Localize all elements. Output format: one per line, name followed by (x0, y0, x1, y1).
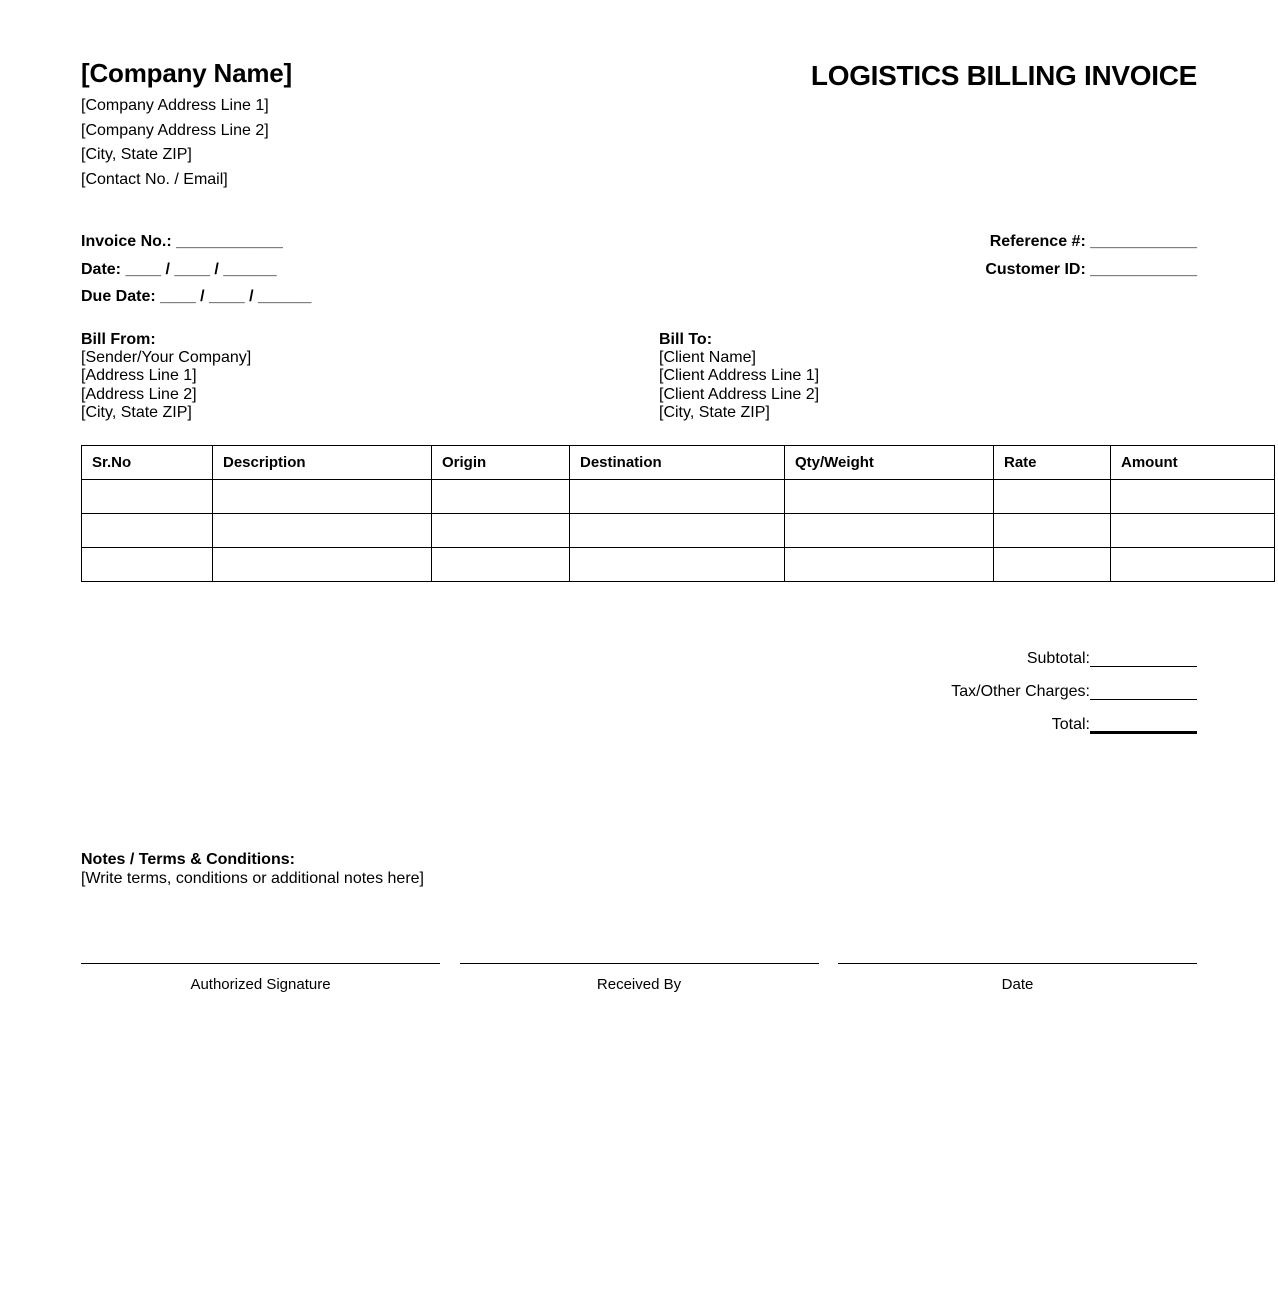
invoice-meta-left (81, 228, 311, 311)
table-row (82, 480, 1275, 514)
signature-received-by (460, 963, 819, 994)
customer-id-label: Customer ID: (985, 260, 1091, 278)
table-row (82, 514, 1275, 548)
totals-block (777, 640, 1197, 739)
cell-description[interactable] (213, 480, 432, 514)
cell-sr-no[interactable] (82, 548, 213, 582)
reference-row (985, 228, 1197, 256)
bill-to-line: [City, State ZIP] (659, 404, 770, 422)
column-header-rate: Rate (994, 446, 1111, 480)
line-items-table (81, 445, 1275, 582)
total-field[interactable] (1090, 731, 1197, 734)
bill-from-line: [City, State ZIP] (81, 404, 192, 422)
reference-field[interactable]: ____________ (1090, 233, 1197, 250)
cell-amount[interactable] (1111, 514, 1275, 548)
invoice-date-row (81, 256, 311, 284)
cell-destination[interactable] (570, 514, 785, 548)
customer-id-row (985, 256, 1197, 284)
column-header-qty-weight: Qty/Weight (785, 446, 994, 480)
customer-id-field[interactable]: ____________ (1090, 260, 1197, 278)
notes-title: Notes / Terms & Conditions: (81, 851, 295, 868)
invoice-header (81, 58, 1197, 192)
reference-label: Reference #: (989, 233, 1091, 250)
bill-to-line: [Client Address Line 2] (659, 385, 820, 403)
bill-to-line: [Client Name] (659, 349, 756, 366)
cell-amount[interactable] (1111, 548, 1275, 582)
signature-label: Received By (596, 976, 682, 993)
column-header-destination: Destination (570, 446, 785, 480)
subtotal-field[interactable] (1090, 666, 1197, 667)
signature-authorized (81, 963, 440, 994)
cell-origin[interactable] (432, 514, 570, 548)
tax-row (777, 673, 1197, 706)
bill-from-line: [Address Line 2] (81, 385, 197, 403)
document-title: LOGISTICS BILLING INVOICE (810, 60, 1197, 91)
subtotal-row (777, 640, 1197, 673)
cell-sr-no[interactable] (82, 514, 213, 548)
bill-to-title: Bill To: (659, 331, 713, 348)
cell-rate[interactable] (994, 480, 1111, 514)
cell-rate[interactable] (994, 548, 1111, 582)
invoice-date-label: Date: (81, 260, 126, 278)
bill-from-block (81, 330, 251, 423)
bill-to-line: [Client Address Line 1] (659, 367, 820, 385)
column-header-description: Description (213, 446, 432, 480)
cell-qty-weight[interactable] (785, 514, 994, 548)
cell-origin[interactable] (432, 480, 570, 514)
bill-from-line: [Sender/Your Company] (81, 349, 252, 366)
cell-description[interactable] (213, 514, 432, 548)
table-header-row (82, 446, 1275, 480)
cell-qty-weight[interactable] (785, 548, 994, 582)
total-row (777, 706, 1197, 739)
bill-from-title: Bill From: (81, 331, 156, 348)
company-address-line-2: [Company Address Line 2] (81, 121, 269, 139)
company-contact: [Contact No. / Email] (81, 170, 228, 188)
invoice-due-date-field[interactable]: ____ / ____ / ______ (160, 288, 312, 305)
cell-amount[interactable] (1111, 480, 1275, 514)
tax-label: Tax/Other Charges: (951, 683, 1090, 700)
notes-body[interactable]: [Write terms, conditions or additional notes here] (81, 870, 424, 887)
signature-label: Authorized Signature (190, 976, 331, 993)
company-block (81, 58, 292, 192)
invoice-number-row (81, 228, 311, 256)
tax-field[interactable] (1090, 699, 1197, 700)
bill-from-line: [Address Line 1] (81, 367, 197, 385)
table-row (82, 548, 1275, 582)
cell-origin[interactable] (432, 548, 570, 582)
column-header-sr-no: Sr.No (82, 446, 213, 480)
signature-date (838, 963, 1197, 994)
invoice-meta-right (985, 228, 1197, 283)
cell-description[interactable] (213, 548, 432, 582)
invoice-date-field[interactable]: ____ / ____ / ______ (125, 260, 277, 278)
signature-label: Date (1001, 976, 1034, 993)
cell-rate[interactable] (994, 514, 1111, 548)
column-header-origin: Origin (432, 446, 570, 480)
invoice-number-label: Invoice No.: (81, 233, 177, 250)
company-address-line-1: [Company Address Line 1] (81, 97, 269, 114)
invoice-due-date-row (81, 283, 311, 311)
signature-line[interactable] (81, 963, 440, 964)
total-label: Total: (1051, 716, 1090, 733)
company-city-state-zip: [City, State ZIP] (81, 146, 192, 163)
cell-sr-no[interactable] (82, 480, 213, 514)
signature-line[interactable] (838, 963, 1197, 964)
cell-qty-weight[interactable] (785, 480, 994, 514)
invoice-due-date-label: Due Date: (81, 288, 161, 305)
column-header-amount: Amount (1111, 446, 1275, 480)
notes-block (81, 850, 1197, 889)
signature-block (81, 963, 1197, 994)
company-name: [Company Name] (81, 58, 293, 88)
invoice-number-field[interactable]: ____________ (176, 233, 283, 250)
subtotal-label: Subtotal: (1026, 650, 1090, 667)
bill-to-block (659, 330, 819, 423)
cell-destination[interactable] (570, 480, 785, 514)
cell-destination[interactable] (570, 548, 785, 582)
signature-line[interactable] (460, 963, 819, 964)
invoice-meta (81, 228, 1197, 311)
